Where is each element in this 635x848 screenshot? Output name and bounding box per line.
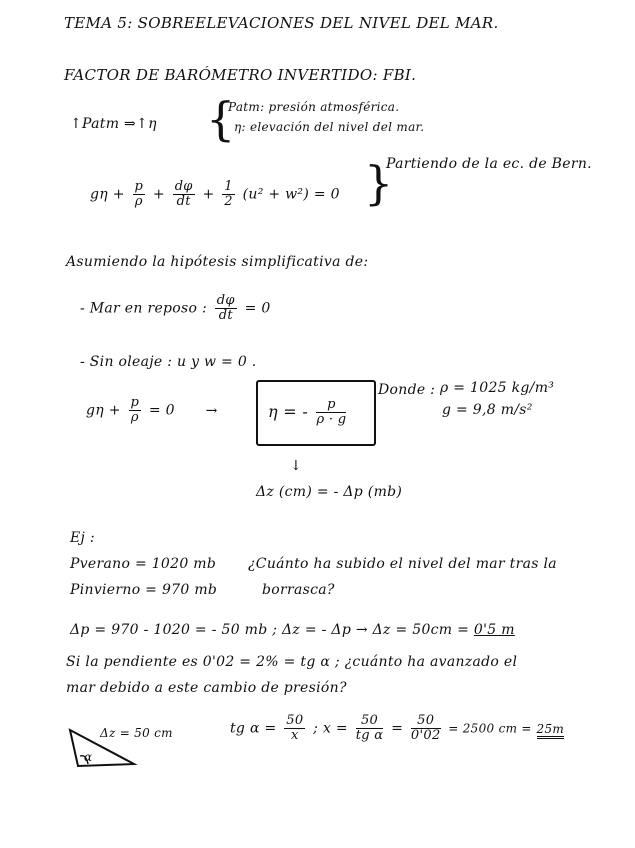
bernoulli-note: Partiendo de la ec. de Bern. xyxy=(386,156,592,172)
frac-den: x xyxy=(291,728,299,743)
eq-tail: (u² + w²) = 0 xyxy=(242,186,340,203)
question-2-line-1: Si la pendiente es 0'02 = 2% = tg α ; ¿cuánto ha avanzado el xyxy=(66,654,518,670)
down-arrow: ↓ xyxy=(290,458,303,474)
frac-den: 2 xyxy=(224,194,233,209)
fraction xyxy=(222,180,235,209)
fraction xyxy=(173,180,195,209)
frac-den: dt xyxy=(218,308,233,323)
frac-num: 50 xyxy=(286,713,304,728)
calc-2-eq1: = xyxy=(391,720,404,737)
delta-relation: Δz (cm) = - Δp (mb) xyxy=(256,484,403,500)
fraction xyxy=(356,714,384,743)
p-verano: Pverano = 1020 mb xyxy=(70,556,217,572)
reduced-equation xyxy=(86,396,218,425)
assumption-text: Asumiendo la hipótesis simplificativa de: xyxy=(66,254,369,270)
frac-num: p xyxy=(130,395,140,410)
donde-label: Donde : xyxy=(378,382,436,398)
calc-2-result: 25m xyxy=(537,722,565,739)
question-1-line-2: borrasca? xyxy=(262,582,335,598)
fraction xyxy=(316,398,346,427)
frac-num: 1 xyxy=(224,179,233,194)
mar-reposo-line xyxy=(80,294,271,323)
frac-den: tg α xyxy=(355,728,384,743)
frac-num: 50 xyxy=(356,714,384,729)
question-1-line-1: ¿Cuánto ha subido el nivel del mar tras la xyxy=(248,556,557,572)
boxed-lead: η = - xyxy=(268,402,309,421)
frac-den: dt xyxy=(176,194,191,209)
frac-den: ρ xyxy=(134,194,143,209)
calc-1-main: Δp = 970 - 1020 = - 50 mb ; Δz = - Δp → Δz = 50cm = xyxy=(70,622,470,638)
calc-2 xyxy=(230,714,564,743)
frac-den: ρ · g xyxy=(316,412,347,427)
fraction xyxy=(284,714,305,743)
frac-num: 50 xyxy=(411,714,441,729)
p-invierno: Pinvierno = 970 mb xyxy=(70,582,218,598)
reposo-lead: - Mar en reposo : xyxy=(80,300,208,317)
fraction xyxy=(411,714,441,743)
fraction xyxy=(129,396,142,425)
g-value: g = 9,8 m/s² xyxy=(442,402,533,418)
sin-oleaje-line: - Sin oleaje : u y w = 0 . xyxy=(80,354,257,370)
page-title: TEMA 5: SOBREELEVACIONES DEL NIVEL DEL MAR. xyxy=(64,14,499,32)
frac-num: dφ xyxy=(174,179,193,194)
eq-plus: + xyxy=(202,186,215,203)
fraction xyxy=(215,294,237,323)
frac-num: p xyxy=(134,179,144,194)
frac-num: dφ xyxy=(216,293,235,308)
calc-1-result: 0'5 m xyxy=(473,622,515,638)
calc-2-eq2: = 2500 cm = xyxy=(448,721,532,736)
arrow-right: → xyxy=(205,402,218,419)
bernoulli-equation xyxy=(90,180,340,209)
frac-den: ρ xyxy=(130,410,139,425)
example-label: Ej : xyxy=(70,530,95,546)
brace: } xyxy=(364,156,394,210)
calc-2-sep: ; x = xyxy=(313,720,348,737)
frac-num: p xyxy=(316,398,346,413)
frac-den: 0'02 xyxy=(410,728,441,743)
eta-definition: η: elevación del nivel del mar. xyxy=(234,120,425,134)
brace: { xyxy=(206,92,236,146)
reduced-tail: = 0 xyxy=(148,402,175,419)
triangle-side-label: Δz = 50 cm xyxy=(100,726,173,740)
triangle-angle-label: α xyxy=(84,750,93,764)
reposo-tail: = 0 xyxy=(244,300,271,317)
section-heading: FACTOR DE BARÓMETRO INVERTIDO: FBI. xyxy=(64,66,417,84)
reduced-lead: gη + xyxy=(86,402,121,419)
eq-plus: + xyxy=(152,186,165,203)
boxed-equation xyxy=(268,398,349,427)
patm-definition: Patm: presión atmosférica. xyxy=(228,100,400,114)
eq-lead: gη + xyxy=(90,186,125,203)
patm-relation: ↑Patm ⇒↑η xyxy=(70,116,157,132)
calc-2-tg: tg α = xyxy=(230,720,277,737)
question-2-line-2: mar debido a este cambio de presión? xyxy=(66,680,347,696)
rho-value: ρ = 1025 kg/m³ xyxy=(440,380,555,396)
calc-1 xyxy=(70,622,515,638)
fraction xyxy=(133,180,146,209)
